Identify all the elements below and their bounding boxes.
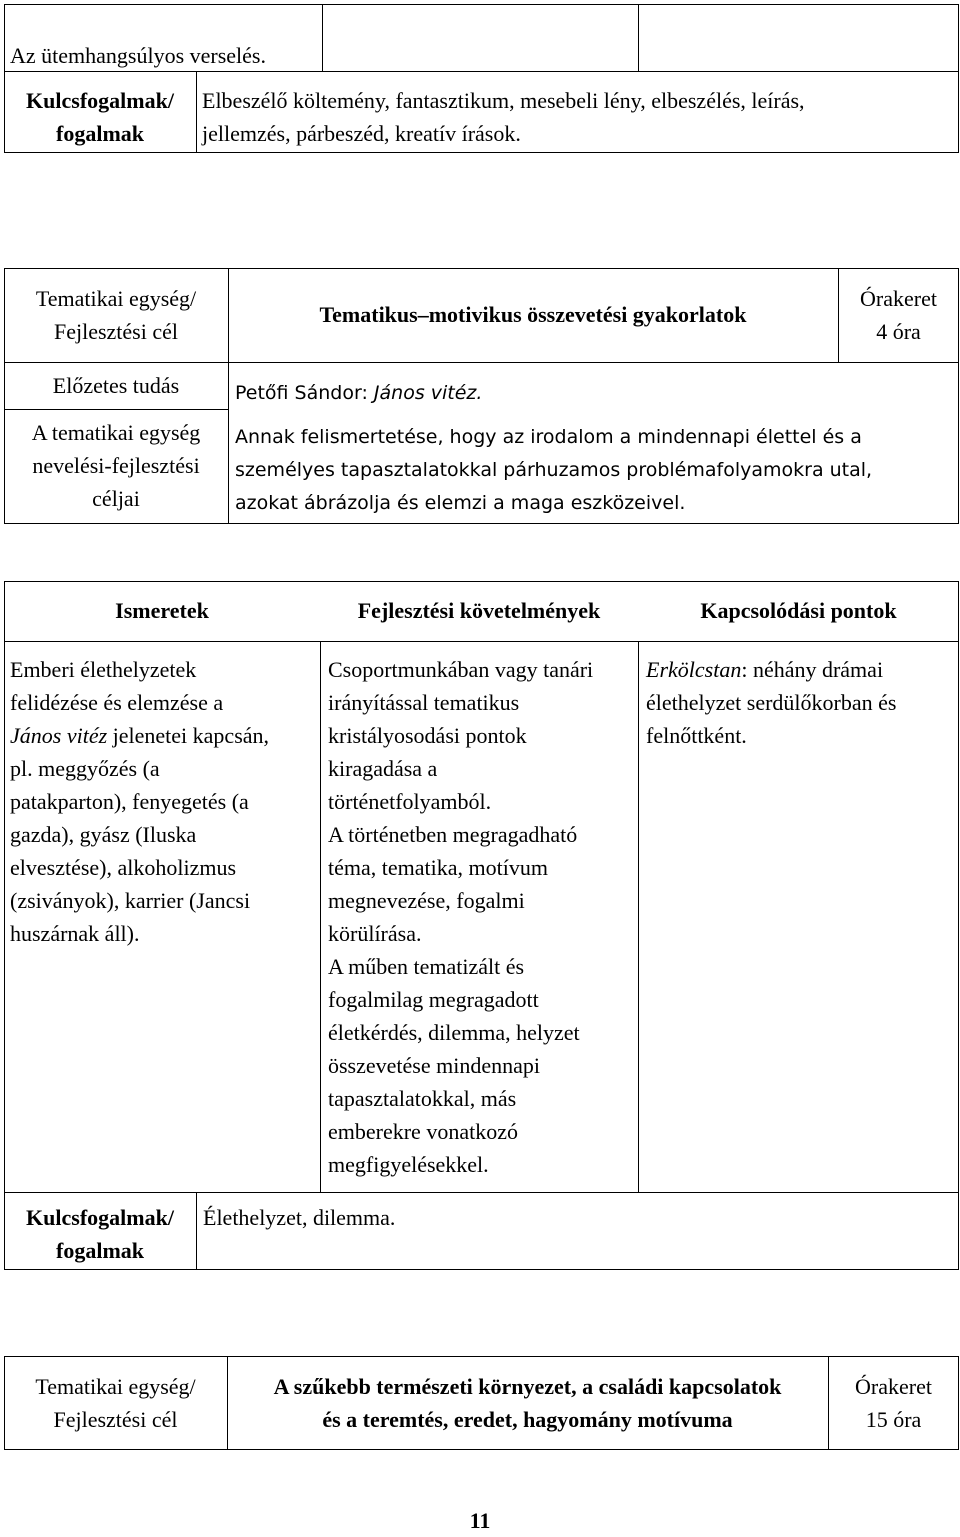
next-unit-label: Tematikai egység/ Fejlesztési cél <box>35 1374 196 1432</box>
key-concepts-label-2: Kulcsfogalmak/ fogalmak <box>26 1205 174 1263</box>
divider <box>4 641 959 642</box>
divider <box>196 71 197 153</box>
verse-text: Az ütemhangsúlyos verselés. <box>10 43 266 68</box>
divider <box>4 362 959 363</box>
divider <box>4 1192 959 1193</box>
header-requirements: Fejlesztési követelmények <box>357 598 601 623</box>
divider <box>322 4 323 71</box>
requirements-text: Csoportmunkában vagy tanári irányítással tematikus kristályosodási pontok kiragadása a történetfolyamból. A történetben megragadható téma, tematika, motívum megnevezése, fogalmi körülírása. A műben tematizált és fogalmilag megragadott életkérdés, dilemma, helyzet összevetése mindennapi tapasztalatokkal, más emberekre vonatkozó megfigyelésekkel. <box>328 657 594 1177</box>
goals-text: Annak felismertetése, hogy az irodalom a mindennapi élettel és a személyes tapasztalatokkal párhuzamos problémafolyamokra utal, azokat ábrázolja és elemzi a maga eszközeivel. <box>235 426 873 514</box>
key-concepts-label: Kulcsfogalmak/ fogalmak <box>26 88 174 146</box>
key-concepts-value: Elbeszélő költemény, fantasztikum, mesebeli lény, elbeszélés, leírás, jellemzés, párbeszéd, kreatív írások. <box>202 88 805 146</box>
unit-label: Tematikai egység/ Fejlesztési cél <box>35 286 197 344</box>
prior-knowledge-text: Petőfi Sándor: János vitéz. <box>235 382 483 404</box>
divider <box>320 641 321 1192</box>
links-text: Erkölcstan: néhány drámai élethelyzet serdülőkorban és felnőttként. <box>646 657 897 748</box>
divider <box>196 1192 197 1270</box>
unit-title: Tematikus–motivikus összevetési gyakorlatok <box>319 302 747 327</box>
header-knowledge: Ismeretek <box>115 598 209 623</box>
goals-label: A tematikai egység nevelési-fejlesztési céljai <box>31 420 201 511</box>
divider <box>638 4 639 71</box>
page-number: 11 <box>469 1508 491 1533</box>
divider <box>4 409 228 410</box>
next-unit-title: A szűkebb természeti környezet, a családi kapcsolatok és a teremtés, eredet, hagyomány motívuma <box>273 1374 782 1432</box>
prior-knowledge-label: Előzetes tudás <box>52 373 180 398</box>
divider <box>638 641 639 1192</box>
next-hours-box: Órakeret 15 óra <box>855 1374 932 1432</box>
knowledge-text: Emberi élethelyzetek felidézése és elemzése a János vitéz jelenetei kapcsán, pl. meggyőzés (a patakparton), fenyegetés (a gazda), gyász (Iluska elvesztése), alkoholizmus (zsiványok), karrier (Jancsi huszárnak áll). <box>10 657 270 946</box>
key-concepts-value-2: Élethelyzet, dilemma. <box>203 1205 396 1230</box>
header-links: Kapcsolódási pontok <box>700 598 897 623</box>
hours-box: Órakeret 4 óra <box>860 286 937 344</box>
